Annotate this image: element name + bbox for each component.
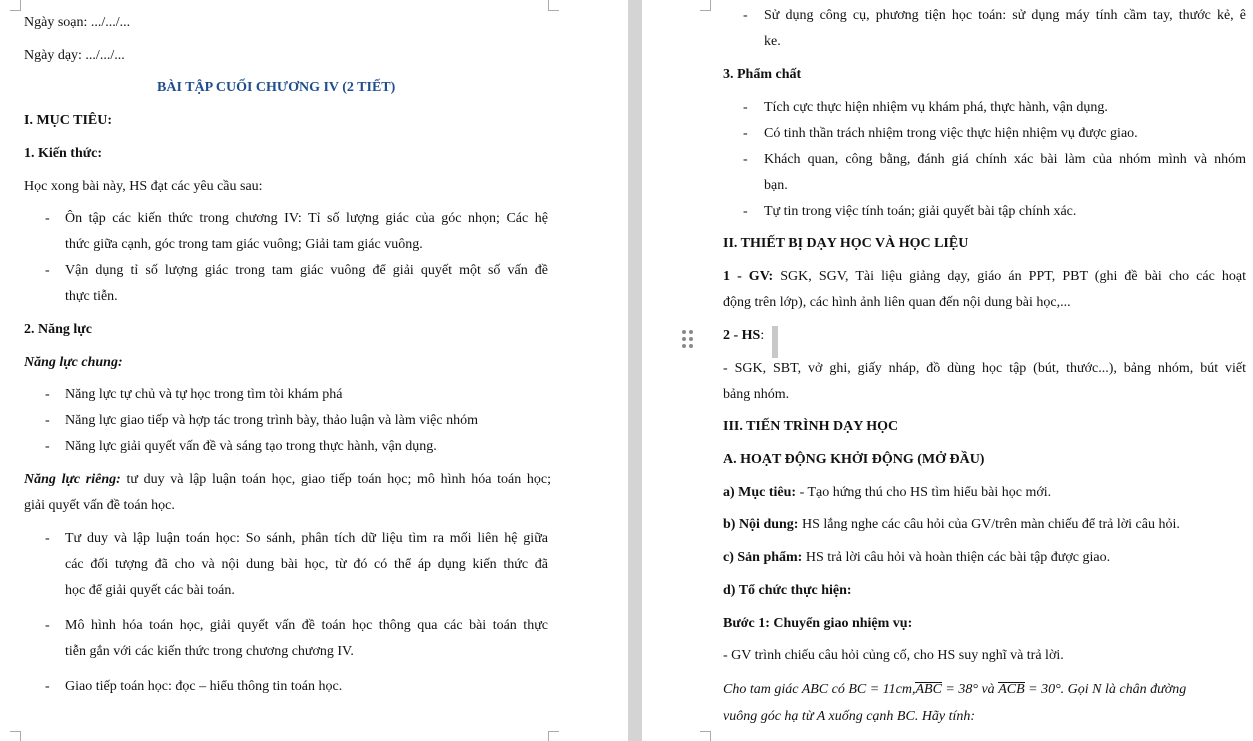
heading-warmup: A. HOẠT ĐỘNG KHỞI ĐỘNG (MỞ ĐẦU) [723,452,985,467]
exercise-text-a: Cho tam giác ABC có BC = 11cm, [723,682,916,697]
objective-label: a) Mục tiêu: [723,485,797,500]
document-page-right[interactable] [642,0,1253,741]
product-line [723,549,1110,567]
tools-item-line1: Sử dụng công cụ, phương tiện học toán: sử dụng máy tính cầm tay, thước kẻ, ê [764,8,1246,23]
content-label: b) Nội dung: [723,517,799,532]
specific-competence-label: Năng lực riêng: [24,472,121,487]
teacher-label: 1 - GV: [723,269,774,284]
angle-acb: ACB [998,682,1025,697]
bullet-dash: - [45,211,50,226]
page-corner-mark [548,731,559,741]
exercise-line2: vuông góc hạ từ A xuống cạnh BC. Hãy tính: [723,709,976,724]
step-1-heading: Bước 1: Chuyển giao nhiệm vụ: [723,616,913,631]
exercise-text-b: = 38° và [941,682,999,697]
student-materials-line2: bảng nhóm. [723,387,790,402]
heading-competence: 2. Năng lực [24,322,92,337]
page-corner-mark [10,0,21,11]
teacher-materials-line1 [723,268,1246,286]
bullet-dash: - [45,387,50,402]
product-label: c) Sản phẩm: [723,550,803,565]
student-materials-line1: - SGK, SBT, vở ghi, giấy nháp, đồ dùng học tập (bút, thước...), bảng nhóm, bút viết [723,361,1246,376]
document-title: BÀI TẬP CUỐI CHƯƠNG IV (2 TIẾT) [157,80,396,95]
page-corner-mark [700,0,711,11]
bullet-dash: - [45,263,50,278]
tools-item-line2: ke. [764,34,781,49]
student-heading [723,327,764,345]
teach-date: Ngày dạy: .../.../... [24,48,125,63]
heading-general-competence: Năng lực chung: [24,355,123,370]
specific-competence-line2: giải quyết vấn đề toán học. [24,498,175,513]
heading-objectives: I. MỤC TIÊU: [24,113,113,128]
heading-equipment: II. THIẾT BỊ DẠY HỌC VÀ HỌC LIỆU [723,236,969,251]
prep-date: Ngày soạn: .../.../... [24,15,131,30]
bullet-dash: - [45,439,50,454]
drag-handle-icon[interactable] [682,330,696,350]
quality-item-3-line2: bạn. [764,178,788,193]
specific-item-1-line2: các đối tượng đã cho và nội dung bài học, từ đó có thể áp dụng kiến thức đã [65,557,548,572]
quality-item-2: Có tinh thần trách nhiệm trong việc thực hiện nhiệm vụ được giao. [764,126,1138,141]
specific-item-1-line1: Tư duy và lập luận toán học: So sánh, phân tích dữ liệu tìm ra mối liên hệ giữa [65,531,548,546]
teacher-materials-line2: động trên lớp), các hình ảnh liên quan đến nội dung bài học,... [723,295,1071,310]
quality-item-3-line1: Khách quan, công bằng, đánh giá chính xác bài làm của nhóm mình và nhóm [764,152,1246,167]
page-corner-mark [548,0,559,11]
exercise-text-c: = 30°. Gọi N là chân đường [1024,682,1187,697]
content-text: HS lắng nghe các câu hỏi của GV/trên màn chiếu để trả lời câu hỏi. [798,517,1180,532]
heading-teaching-process: III. TIẾN TRÌNH DẠY HỌC [723,419,899,434]
heading-qualities: 3. Phẩm chất [723,67,802,82]
bullet-dash: - [743,100,748,115]
objective-text: - Tạo hứng thú cho HS tìm hiểu bài học mới. [796,485,1052,500]
general-competence-3: Năng lực giải quyết vấn đề và sáng tạo trong thực hành, vận dụng. [65,439,437,454]
product-text: HS trả lời câu hỏi và hoàn thiện các bài tập được giao. [802,550,1111,565]
intro-text: Học xong bài này, HS đạt các yêu cầu sau: [24,179,263,194]
objective-line [723,484,1051,502]
bullet-dash: - [743,126,748,141]
organization-heading: d) Tổ chức thực hiện: [723,583,852,598]
bullet-dash: - [743,204,748,219]
specific-item-2-line2: tiễn gắn với các kiến thức trong chương chương IV. [65,644,354,659]
angle-abc: ABC [915,682,942,697]
bullet-dash: - [743,8,748,23]
bullet-dash: - [45,531,50,546]
text-selection-caret [772,326,778,358]
knowledge-item-2-line2: thực tiễn. [65,289,118,304]
specific-item-1-line3: học để giải quyết các bài toán. [65,583,235,598]
teacher-materials-text: SGK, SGV, Tài liệu giảng dạy, giáo án PPT, PBT (ghi đề bài cho các hoạt [773,269,1246,284]
knowledge-item-2-line1: Vận dụng tỉ số lượng giác trong tam giác vuông để giải quyết một số vấn đề [65,263,548,278]
specific-item-2-line1: Mô hình hóa toán học, giải quyết vấn đề toán học thông qua các bài toán thực [65,618,548,633]
specific-competence-line1 [24,471,551,489]
specific-competence-text: tư duy và lập luận toán học, giao tiếp toán học; mô hình hóa toán học; [120,472,551,487]
page-gap [628,0,642,741]
student-label: 2 - HS [723,328,761,343]
bullet-dash: - [45,679,50,694]
general-competence-1: Năng lực tự chủ và tự học trong tìm tòi khám phá [65,387,343,402]
page-corner-mark [10,731,21,741]
teacher-presents-line: - GV trình chiếu câu hỏi củng cố, cho HS suy nghĩ và trả lời. [723,648,1064,663]
page-corner-mark [700,731,711,741]
general-competence-2: Năng lực giao tiếp và hợp tác trong trình bày, thảo luận và làm việc nhóm [65,413,478,428]
student-colon: : [760,328,765,343]
heading-knowledge: 1. Kiến thức: [24,146,103,161]
quality-item-1: Tích cực thực hiện nhiệm vụ khám phá, thực hành, vận dụng. [764,100,1108,115]
quality-item-4: Tự tin trong việc tính toán; giải quyết bài tập chính xác. [764,204,1077,219]
knowledge-item-1-line1: Ôn tập các kiến thức trong chương IV: Tỉ số lượng giác của góc nhọn; Các hệ [65,211,548,226]
exercise-line1 [723,681,1186,699]
bullet-dash: - [45,618,50,633]
knowledge-item-1-line2: thức giữa cạnh, góc trong tam giác vuông; Giải tam giác vuông. [65,237,423,252]
bullet-dash: - [743,152,748,167]
bullet-dash: - [45,413,50,428]
content-line [723,516,1180,534]
specific-item-3: Giao tiếp toán học: đọc – hiểu thông tin toán học. [65,679,343,694]
